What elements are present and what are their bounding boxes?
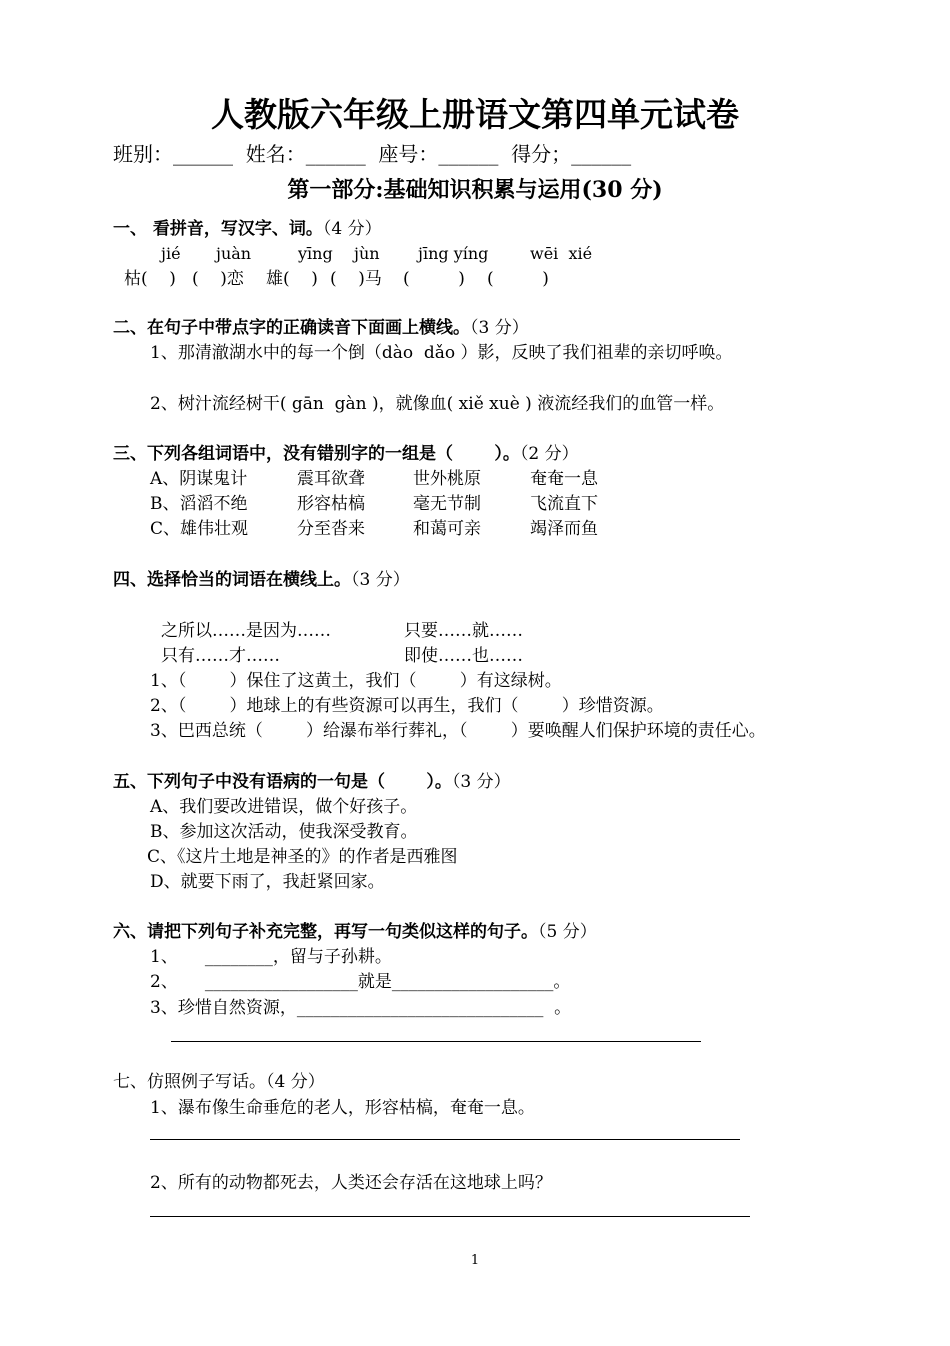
q4-word-option-4: 即使……也…… bbox=[404, 646, 523, 666]
exam-title: 人教版六年级上册语文第四单元试卷 bbox=[211, 95, 739, 134]
q3-option-c-word-3: 和蔼可亲 bbox=[413, 519, 481, 539]
q2-heading bbox=[113, 317, 529, 339]
q4-sentence-2: 2、（ ）地球上的有些资源可以再生，我们（ ）珍惜资源。 bbox=[150, 696, 664, 716]
q6-sentence-1: 1、 ________，留与子孙耕。 bbox=[150, 947, 392, 967]
q1-pinyin-2: juàn bbox=[216, 244, 252, 263]
q6-sentence-3: 3、珍惜自然资源，_____________________________ 。 bbox=[150, 998, 572, 1018]
q5-option-a: A、我们要改进错误，做个好孩子。 bbox=[150, 797, 418, 817]
q3-score: （2 分） bbox=[519, 444, 579, 464]
student-info-line: 班别：______ 姓名：______ 座号：______ 得分；______ bbox=[113, 142, 632, 166]
q4-word-option-2: 只要……就…… bbox=[404, 621, 523, 641]
q2-sentence-2: 2、树汁流经树干( gān gàn )，就像血( xiě xuè ) 液流经我们的血管一样。 bbox=[150, 394, 725, 414]
q7-example-1: 1、瀑布像生命垂危的老人，形容枯槁，奄奄一息。 bbox=[150, 1098, 535, 1118]
q2-title: 二、在句子中带点字的正确读音下面画上横线。 bbox=[113, 318, 470, 338]
q3-heading bbox=[113, 443, 579, 465]
q1-heading bbox=[113, 218, 382, 240]
q6-heading bbox=[113, 921, 597, 943]
q1-pinyin-4: jùn bbox=[354, 244, 380, 263]
q2-score: （3 分） bbox=[470, 318, 529, 338]
q1-title: 一、 看拼音，写汉字、词。 bbox=[113, 219, 323, 239]
q4-title: 四、选择恰当的词语在横线上。 bbox=[113, 570, 351, 590]
q7-heading bbox=[113, 1071, 325, 1093]
q4-sentence-3: 3、巴西总统（ ）给瀑布举行葬礼，（ ）要唤醒人们保护环境的责任心。 bbox=[150, 721, 766, 741]
q1-answer-6: ( ) bbox=[487, 269, 549, 289]
q7-example-2: 2、所有的动物都死去，人类还会存活在这地球上吗？ bbox=[150, 1173, 552, 1193]
q6-answer-line[interactable] bbox=[171, 1041, 701, 1042]
q7-answer-line-2[interactable] bbox=[150, 1216, 750, 1217]
q3-option-c-word-2: 分至沓来 bbox=[297, 519, 365, 539]
q3-option-b-word-2: 形容枯槁 bbox=[297, 494, 365, 514]
q4-score: （3 分） bbox=[351, 570, 410, 590]
q3-option-c: C、雄伟壮观 bbox=[150, 519, 249, 539]
q5-option-b: B、参加这次活动，使我深受教育。 bbox=[150, 822, 418, 842]
q3-option-b-word-3: 毫无节制 bbox=[413, 494, 481, 514]
q7-title: 七、仿照例子写话。 bbox=[113, 1072, 266, 1092]
q1-answer-3: 雄( ) bbox=[266, 269, 318, 289]
q3-option-a-word-2: 震耳欲聋 bbox=[297, 469, 365, 489]
q3-option-a-word-4: 奄奄一息 bbox=[530, 469, 598, 489]
q1-answer-4: ( )马 bbox=[330, 269, 382, 289]
q1-answer-1: 枯( ) bbox=[124, 269, 176, 289]
q7-answer-line-1[interactable] bbox=[150, 1139, 740, 1140]
q1-answer-5: ( ) bbox=[403, 269, 465, 289]
q4-word-option-1: 之所以……是因为…… bbox=[161, 621, 331, 641]
part-one-heading: 第一部分:基础知识积累与运用(30 分) bbox=[287, 177, 663, 203]
q3-option-b-word-4: 飞流直下 bbox=[530, 494, 598, 514]
q1-pinyin-3: yīng bbox=[298, 244, 333, 263]
q6-sentence-2: 2、 __________________就是___________________。 bbox=[150, 972, 571, 992]
q5-title: 五、下列句子中没有语病的一句是（ ）。 bbox=[113, 772, 452, 792]
q3-title: 三、下列各组词语中，没有错别字的一组是（ ）。 bbox=[113, 444, 520, 464]
q1-pinyin-6: wēi xié bbox=[530, 244, 593, 263]
q3-option-b: B、滔滔不绝 bbox=[150, 494, 248, 514]
q1-pinyin-1: jié bbox=[161, 244, 181, 263]
q2-sentence-1: 1、那清澈湖水中的每一个倒（dào dǎo ）影，反映了我们祖辈的亲切呼唤。 bbox=[150, 343, 733, 363]
q1-answer-2: ( )恋 bbox=[192, 269, 244, 289]
q6-title: 六、请把下列句子补充完整，再写一句类似这样的句子。 bbox=[113, 922, 538, 942]
q3-option-c-word-4: 竭泽而鱼 bbox=[530, 519, 598, 539]
q1-score: （4 分） bbox=[322, 219, 382, 239]
page-number: 1 bbox=[470, 1253, 480, 1268]
q5-heading bbox=[113, 771, 511, 793]
q4-sentence-1: 1、（ ）保住了这黄土，我们（ ）有这绿树。 bbox=[150, 671, 562, 691]
q5-option-c: C、《这片土地是神圣的》的作者是西雅图 bbox=[147, 847, 458, 867]
q5-score: （3 分） bbox=[451, 772, 511, 792]
q3-option-a: A、阴谋鬼计 bbox=[150, 469, 248, 489]
q6-score: （5 分） bbox=[538, 922, 597, 942]
q7-score: （4 分） bbox=[266, 1072, 325, 1092]
q4-word-option-3: 只有……才…… bbox=[161, 646, 280, 666]
q3-option-a-word-3: 世外桃原 bbox=[413, 469, 481, 489]
q5-option-d: D、就要下雨了，我赶紧回家。 bbox=[150, 872, 385, 892]
q1-pinyin-5: jīng yíng bbox=[418, 244, 489, 263]
q4-heading bbox=[113, 569, 410, 591]
